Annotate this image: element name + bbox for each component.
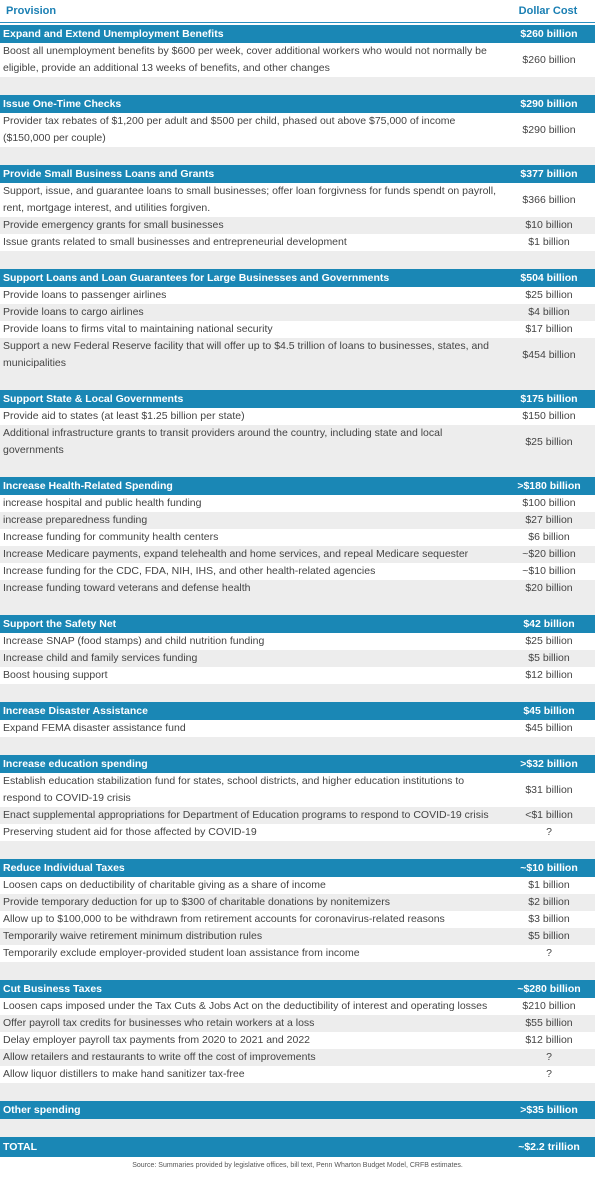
table-row [0, 234, 595, 251]
table-row [0, 1049, 595, 1066]
row-description: Increase SNAP (food stamps) and child nutrition funding [3, 635, 265, 647]
row-description: Boost all unemployment benefits by $600 per week, cover additional workers who would not normally be eligible, provide an additional 13 weeks of benefits, and other changes [3, 45, 487, 74]
row-cost: ? [546, 1068, 552, 1080]
section [0, 841, 595, 962]
row-cost: $210 billion [522, 1000, 576, 1012]
section [0, 1083, 595, 1119]
section-spacer [0, 459, 595, 477]
row-cost: ~$10 billion [522, 565, 576, 577]
row-cost: $1 billion [528, 879, 570, 891]
row-description: Provide temporary deduction for up to $300 of charitable donations by nonitemizers [3, 896, 390, 908]
table-row [0, 773, 595, 807]
row-cost: $454 billion [522, 348, 576, 361]
table-row [0, 928, 595, 945]
table-row [0, 425, 595, 459]
row-description: Increase Medicare payments, expand telehealth and home services, and repeal Medicare sequester [3, 548, 469, 560]
table-row [0, 998, 595, 1015]
row-description: Provide aid to states (at least $1.25 billion per state) [3, 410, 245, 422]
row-cost: $3 billion [528, 913, 570, 925]
section-header [0, 95, 595, 113]
table-row [0, 408, 595, 425]
row-description: Provide emergency grants for small businesses [3, 219, 224, 231]
total-label: TOTAL [3, 1141, 38, 1153]
section-total: >$180 billion [517, 480, 581, 492]
section-title: Support Loans and Loan Guarantees for Large Businesses and Governments [3, 272, 390, 284]
row-cost: $5 billion [528, 930, 570, 942]
table-row [0, 495, 595, 512]
row-description: Preserving student aid for those affected by COVID-19 [3, 826, 257, 838]
section-header [0, 702, 595, 720]
row-cost: $1 billion [528, 236, 570, 248]
row-description: Increase child and family services funding [3, 652, 198, 664]
section-total: ~$10 billion [520, 862, 578, 874]
table-row [0, 217, 595, 234]
section-spacer [0, 684, 595, 702]
row-cost: $45 billion [525, 722, 573, 734]
row-cost: ? [546, 826, 552, 838]
table-row [0, 720, 595, 737]
row-description: Allow up to $100,000 to be withdrawn from retirement accounts for coronavirus-related reasons [3, 913, 445, 925]
row-cost: $31 billion [525, 783, 573, 796]
row-description: Allow liquor distillers to make hand sanitizer tax-free [3, 1068, 245, 1080]
section-total: $504 billion [520, 272, 578, 284]
section-total: ~$280 billion [517, 983, 581, 995]
row-description: Delay employer payroll tax payments from 2020 to 2021 and 2022 [3, 1034, 311, 1046]
row-cost: <$1 billion [525, 809, 573, 821]
row-cost: $4 billion [528, 306, 570, 318]
section-header [0, 1101, 595, 1119]
row-description: Loosen caps imposed under the Tax Cuts & Jobs Act on the deductibility of interest and operating losses [3, 1000, 488, 1012]
row-description: Expand FEMA disaster assistance fund [3, 722, 186, 734]
table-row [0, 1066, 595, 1083]
section-spacer [0, 737, 595, 755]
section-title: Support the Safety Net [3, 618, 117, 630]
section-header [0, 25, 595, 43]
row-cost: $2 billion [528, 896, 570, 908]
table-row [0, 650, 595, 667]
row-description: Offer payroll tax credits for businesses who retain workers at a loss [3, 1017, 315, 1029]
row-description: Provide loans to passenger airlines [3, 289, 167, 301]
row-cost: $25 billion [525, 635, 573, 647]
section-title: Support State & Local Governments [3, 393, 184, 405]
table-row [0, 183, 595, 217]
section-title: Cut Business Taxes [3, 983, 103, 995]
section-title: Other spending [3, 1104, 81, 1116]
row-description: Provide loans to cargo airlines [3, 306, 144, 318]
row-cost: $55 billion [525, 1017, 573, 1029]
row-description: Provider tax rebates of $1,200 per adult and $500 per child, phased out above $75,000 of income ($150,000 per couple) [3, 115, 456, 144]
row-description: Issue grants related to small businesses and entrepreneurial development [3, 236, 347, 248]
section-title: Increase Disaster Assistance [3, 705, 148, 717]
section-header [0, 269, 595, 287]
row-cost: $27 billion [525, 514, 573, 526]
row-cost: $5 billion [528, 652, 570, 664]
section-total: >$32 billion [520, 758, 578, 770]
row-description: Increase funding for community health centers [3, 531, 219, 543]
section-header [0, 980, 595, 998]
section [0, 962, 595, 1083]
row-cost: $25 billion [525, 435, 573, 448]
table-row [0, 512, 595, 529]
row-cost: $100 billion [522, 497, 576, 509]
row-description: Allow retailers and restaurants to write off the cost of improvements [3, 1051, 316, 1063]
table-row [0, 321, 595, 338]
section-spacer [0, 1083, 595, 1101]
section [0, 597, 595, 684]
section [0, 684, 595, 737]
row-cost: $290 billion [522, 123, 576, 136]
table-row [0, 113, 595, 147]
row-cost: $366 billion [522, 193, 576, 206]
row-description: Support a new Federal Reserve facility that will offer up to $4.5 trillion of loans to businesses, states, and municipalities [3, 340, 489, 369]
section-total: >$35 billion [520, 1104, 578, 1116]
row-description: Boost housing support [3, 669, 108, 681]
section-header [0, 755, 595, 773]
row-cost: ~$20 billion [522, 548, 576, 560]
row-description: increase preparedness funding [3, 514, 148, 526]
section-total: $377 billion [520, 168, 578, 180]
row-description: Establish education stabilization fund for states, school districts, and higher education institutions to respond to COVID-19 crisis [3, 775, 465, 804]
section-spacer [0, 372, 595, 390]
section-spacer [0, 77, 595, 95]
source-note: Source: Summaries provided by legislative offices, bill text, Penn Wharton Budget Model, CRFB estimates. [132, 1162, 463, 1169]
row-cost: $260 billion [522, 53, 576, 66]
row-cost: $12 billion [525, 1034, 573, 1046]
total-value: ~$2.2 trillion [518, 1141, 580, 1153]
row-cost: $20 billion [525, 582, 573, 594]
row-description: Temporarily waive retirement minimum distribution rules [3, 930, 263, 942]
row-cost: $6 billion [528, 531, 570, 543]
section-title: Issue One-Time Checks [3, 98, 122, 110]
row-description: Support, issue, and guarantee loans to small businesses; offer loan forgivness for funds spendt on payroll, rent, mortgage interest, and utilities forgiven. [3, 185, 497, 214]
table-row [0, 43, 595, 77]
table-row [0, 287, 595, 304]
table-row [0, 945, 595, 962]
section-header [0, 390, 595, 408]
provision-column-header: Provision [6, 5, 57, 17]
section-spacer [0, 147, 595, 165]
row-description: Additional infrastructure grants to transit providers around the country, including state and local governments [3, 427, 443, 456]
section-title: Reduce Individual Taxes [3, 862, 125, 874]
table-row [0, 633, 595, 650]
section-title: Increase education spending [3, 758, 148, 770]
section [0, 737, 595, 841]
section [0, 459, 595, 597]
section [0, 372, 595, 459]
sections-list [0, 23, 595, 1137]
section [0, 251, 595, 372]
section-total: $175 billion [520, 393, 578, 405]
row-description: Provide loans to firms vital to maintaining national security [3, 323, 273, 335]
section-title: Provide Small Business Loans and Grants [3, 168, 215, 180]
row-description: Enact supplemental appropriations for Department of Education programs to respond to COVID-19 crisis [3, 809, 489, 821]
row-cost: $10 billion [525, 219, 573, 231]
row-cost: $150 billion [522, 410, 576, 422]
table-row [0, 304, 595, 321]
section-header [0, 859, 595, 877]
table-row [0, 580, 595, 597]
section-header [0, 615, 595, 633]
section-total: $290 billion [520, 98, 578, 110]
table-row [0, 1032, 595, 1049]
section-title: Increase Health-Related Spending [3, 480, 173, 492]
section-spacer [0, 251, 595, 269]
table-row [0, 824, 595, 841]
table-row [0, 563, 595, 580]
section-header [0, 477, 595, 495]
section-total: $42 billion [523, 618, 575, 630]
table-row [0, 877, 595, 894]
table-row [0, 1015, 595, 1032]
section-spacer [0, 597, 595, 615]
row-description: Loosen caps on deductibility of charitable giving as a share of income [3, 879, 326, 891]
table-row [0, 667, 595, 684]
row-cost: $25 billion [525, 289, 573, 301]
table-header [0, 0, 595, 23]
table-row [0, 807, 595, 824]
row-description: increase hospital and public health funding [3, 497, 202, 509]
table-row [0, 529, 595, 546]
cost-column-header: Dollar Cost [518, 5, 578, 17]
section-spacer [0, 1119, 595, 1137]
row-description: Increase funding toward veterans and defense health [3, 582, 251, 594]
row-cost: ? [546, 1051, 552, 1063]
row-cost: ? [546, 947, 552, 959]
section [0, 77, 595, 147]
total-row [0, 1137, 595, 1157]
section-spacer [0, 962, 595, 980]
section [0, 147, 595, 251]
table-row [0, 338, 595, 372]
row-description: Increase funding for the CDC, FDA, NIH, IHS, and other health-related agencies [3, 565, 376, 577]
row-cost: $12 billion [525, 669, 573, 681]
section [0, 23, 595, 77]
section-total: $45 billion [523, 705, 575, 717]
section-title: Expand and Extend Unemployment Benefits [3, 28, 224, 40]
section-header [0, 165, 595, 183]
row-cost: $17 billion [525, 323, 573, 335]
section-total: $260 billion [520, 28, 578, 40]
row-description: Temporarily exclude employer-provided student loan assistance from income [3, 947, 360, 959]
section-spacer [0, 841, 595, 859]
table-row [0, 546, 595, 563]
table-row [0, 894, 595, 911]
table-row [0, 911, 595, 928]
